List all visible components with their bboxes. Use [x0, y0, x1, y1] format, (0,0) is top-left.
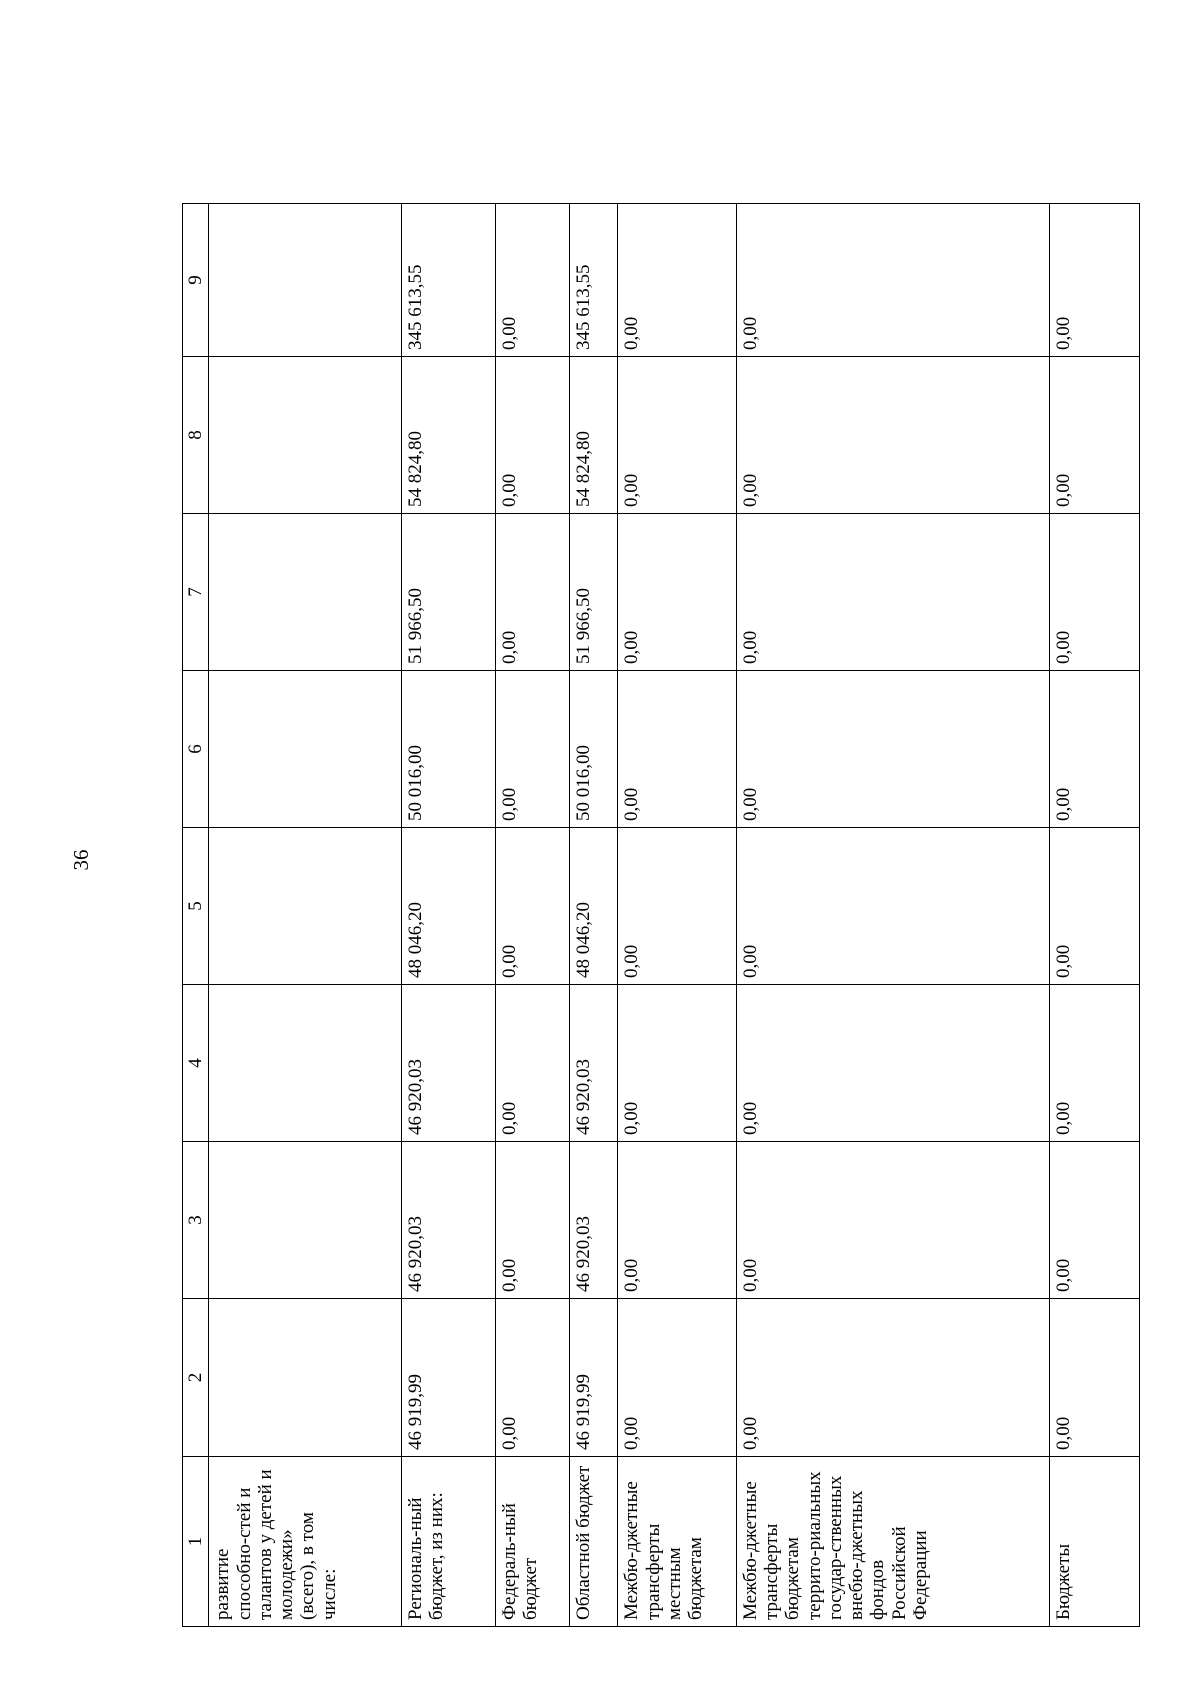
- table-cell: 46 920,03: [570, 985, 618, 1142]
- column-header: 6: [183, 671, 209, 828]
- table-row: [1049, 204, 1139, 1627]
- table-cell: 0,00: [1049, 828, 1139, 985]
- row-label: развитие способно-стей и талантов у детей и молодежи» (всего), в том числе:: [209, 1457, 402, 1627]
- table-cell: 345 613,55: [570, 204, 618, 357]
- page-number: 36: [68, 849, 93, 871]
- table-cell: 48 046,20: [570, 828, 618, 985]
- column-header: 7: [183, 514, 209, 671]
- budget-table-container: [182, 204, 1140, 1627]
- table-cell: 0,00: [1049, 204, 1139, 357]
- table-cell: 0,00: [618, 985, 736, 1142]
- table-cell: 0,00: [496, 1142, 570, 1299]
- table-cell: 0,00: [496, 1299, 570, 1457]
- column-header: 2: [183, 1299, 209, 1457]
- table-cell: 0,00: [496, 671, 570, 828]
- table-cell: 0,00: [736, 357, 1049, 514]
- table-cell: 0,00: [1049, 985, 1139, 1142]
- table-cell: [209, 357, 402, 514]
- table-cell: 0,00: [736, 1299, 1049, 1457]
- row-label: Федераль-ный бюджет: [496, 1457, 570, 1627]
- table-cell: 48 046,20: [401, 828, 495, 985]
- table-cell: 0,00: [618, 1299, 736, 1457]
- table-cell: [209, 1299, 402, 1457]
- table-row: [570, 204, 618, 1627]
- table-cell: 51 966,50: [570, 514, 618, 671]
- table-cell: [209, 204, 402, 357]
- table-cell: 0,00: [1049, 514, 1139, 671]
- table-cell: 0,00: [736, 828, 1049, 985]
- table-cell: 0,00: [618, 514, 736, 671]
- table-cell: 0,00: [1049, 1299, 1139, 1457]
- table-cell: 54 824,80: [401, 357, 495, 514]
- table-row: [209, 204, 402, 1627]
- table-cell: 0,00: [496, 204, 570, 357]
- table-cell: 0,00: [496, 357, 570, 514]
- table-cell: 0,00: [736, 985, 1049, 1142]
- table-cell: 0,00: [496, 514, 570, 671]
- table-cell: [209, 514, 402, 671]
- table-cell: 54 824,80: [570, 357, 618, 514]
- budget-table: [182, 203, 1140, 1627]
- table-cell: 0,00: [1049, 1142, 1139, 1299]
- column-header: 8: [183, 357, 209, 514]
- table-cell: 50 016,00: [401, 671, 495, 828]
- table-cell: 0,00: [1049, 357, 1139, 514]
- table-cell: 51 966,50: [401, 514, 495, 671]
- table-row: [401, 204, 495, 1627]
- row-label: Межбю-джетные трансферты местным бюджетам: [618, 1457, 736, 1627]
- table-cell: 0,00: [618, 828, 736, 985]
- row-label: Областной бюджет: [570, 1457, 618, 1627]
- table-cell: 46 919,99: [570, 1299, 618, 1457]
- table-cell: 0,00: [1049, 671, 1139, 828]
- table-row: [736, 204, 1049, 1627]
- column-header: 4: [183, 985, 209, 1142]
- table-row: [496, 204, 570, 1627]
- table-cell: 50 016,00: [570, 671, 618, 828]
- column-number-row: [183, 204, 209, 1627]
- table-cell: 0,00: [736, 204, 1049, 357]
- column-header: 9: [183, 204, 209, 357]
- table-cell: 0,00: [618, 357, 736, 514]
- table-cell: 0,00: [618, 1142, 736, 1299]
- table-cell: 0,00: [736, 1142, 1049, 1299]
- table-cell: 0,00: [496, 985, 570, 1142]
- table-cell: 46 920,03: [570, 1142, 618, 1299]
- table-cell: 0,00: [736, 514, 1049, 671]
- table-cell: 46 920,03: [401, 1142, 495, 1299]
- table-cell: [209, 828, 402, 985]
- table-cell: [209, 671, 402, 828]
- row-label: Региональ-ный бюджет, из них:: [401, 1457, 495, 1627]
- table-cell: 0,00: [618, 671, 736, 828]
- table-cell: 0,00: [736, 671, 1049, 828]
- row-label: Бюджеты: [1049, 1457, 1139, 1627]
- table-cell: 46 920,03: [401, 985, 495, 1142]
- column-header: 1: [183, 1457, 209, 1627]
- table-cell: 345 613,55: [401, 204, 495, 357]
- table-cell: [209, 985, 402, 1142]
- table-cell: 46 919,99: [401, 1299, 495, 1457]
- table-cell: 0,00: [496, 828, 570, 985]
- row-label: Межбю-джетные трансферты бюджетам террито-риальных государ-ственных внебю-джетных фондов Российской Федерации: [736, 1457, 1049, 1627]
- table-row: [618, 204, 736, 1627]
- column-header: 3: [183, 1142, 209, 1299]
- column-header: 5: [183, 828, 209, 985]
- table-cell: [209, 1142, 402, 1299]
- table-cell: 0,00: [618, 204, 736, 357]
